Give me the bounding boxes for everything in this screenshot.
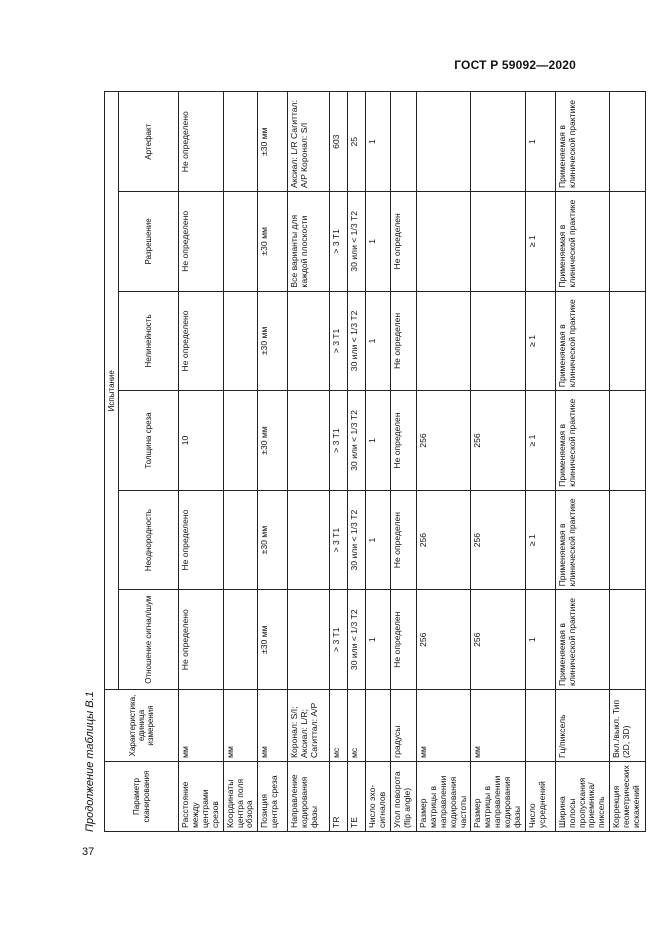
value-cell: Применяемая в клинической практике — [555, 490, 609, 590]
value-cell: Применяемая в клинической практике — [555, 192, 609, 292]
value-cell — [471, 92, 525, 192]
table-continuation-title: Продолжение таблицы В.1 — [84, 691, 96, 832]
table-row — [330, 92, 348, 832]
value-cell: Не определено — [179, 590, 224, 690]
standard-header: ГОСТ Р 59092—2020 — [454, 58, 576, 72]
rotated-content — [84, 92, 641, 832]
table-row — [179, 92, 224, 832]
value-cell: 1 — [366, 291, 391, 391]
table-row — [471, 92, 525, 832]
value-cell: > 3 T1 — [330, 291, 348, 391]
value-cell: ±30 мм — [258, 490, 288, 590]
param-cell: Угол поворота (flip angle) — [391, 762, 417, 832]
rotated-table-area — [84, 92, 641, 832]
value-cell: Аксиал: L/R Сагиттал: A/P Коронал: S/I — [288, 92, 330, 192]
value-cell: Применяемая в клинической практике — [555, 391, 609, 491]
value-cell: Не определен — [391, 192, 417, 292]
value-cell: Все варианты для каждой плоскости — [288, 192, 330, 292]
value-cell: ≥ 1 — [525, 291, 555, 391]
value-cell — [288, 590, 330, 690]
header-test-4: Разрешение — [119, 192, 179, 292]
value-cell — [223, 291, 258, 391]
value-cell: 256 — [471, 391, 525, 491]
value-cell: 603 — [330, 92, 348, 192]
char-cell — [366, 690, 391, 762]
value-cell: Не определен — [391, 490, 417, 590]
value-cell: 1 — [366, 192, 391, 292]
value-cell — [223, 92, 258, 192]
value-cell: ≥ 1 — [525, 391, 555, 491]
table-row — [258, 92, 288, 832]
value-cell — [223, 192, 258, 292]
value-cell: Применяемая в клинической практике — [555, 92, 609, 192]
value-cell — [610, 291, 646, 391]
param-cell: TR — [330, 762, 348, 832]
param-cell: Ширина полосы пропускания приемника/пиксель — [555, 762, 609, 832]
value-cell — [223, 490, 258, 590]
table-row — [348, 92, 366, 832]
param-cell: Расстояние между центрами срезов — [179, 762, 224, 832]
value-cell — [288, 490, 330, 590]
value-cell — [417, 92, 471, 192]
value-cell — [471, 192, 525, 292]
value-cell: Не определен — [391, 590, 417, 690]
value-cell: 1 — [366, 490, 391, 590]
value-cell: 256 — [417, 490, 471, 590]
value-cell: 1 — [366, 590, 391, 690]
param-cell: Размер матрицы в направлении кодирования фазы — [471, 762, 525, 832]
value-cell — [610, 192, 646, 292]
param-cell: Размер матрицы в направлении кодирования частоты — [417, 762, 471, 832]
char-cell — [525, 690, 555, 762]
char-cell: Гц/пиксель — [555, 690, 609, 762]
value-cell — [223, 391, 258, 491]
char-cell: Коронал: S/I; Аксиал: L/R; Сагиттал: A/P — [288, 690, 330, 762]
value-cell: > 3 T1 — [330, 490, 348, 590]
char-cell: мм — [223, 690, 258, 762]
value-cell — [391, 92, 417, 192]
header-test-0: Отношение сигнал/шум — [119, 590, 179, 690]
table-row — [366, 92, 391, 832]
char-cell: мм — [471, 690, 525, 762]
value-cell: 30 или < 1/3 T2 — [348, 291, 366, 391]
value-cell: > 3 T1 — [330, 391, 348, 491]
header-char: Характеристика, единица измерения — [105, 690, 179, 762]
value-cell — [471, 291, 525, 391]
param-cell: Координаты центра поля обзора — [223, 762, 258, 832]
char-cell: мм — [417, 690, 471, 762]
header-test-1: Неоднородность — [119, 490, 179, 590]
char-cell: мм — [179, 690, 224, 762]
value-cell — [417, 291, 471, 391]
value-cell: 30 или < 1/3 T2 — [348, 192, 366, 292]
value-cell: ≥ 1 — [525, 490, 555, 590]
value-cell: 10 — [179, 391, 224, 491]
param-cell: Число усреднений — [525, 762, 555, 832]
table-row — [288, 92, 330, 832]
header-group: Испытание — [105, 92, 119, 690]
value-cell: 30 или < 1/3 T2 — [348, 490, 366, 590]
value-cell: ≥ 1 — [525, 192, 555, 292]
table-row — [610, 92, 646, 832]
char-cell: мс — [330, 690, 348, 762]
value-cell: ±30 мм — [258, 291, 288, 391]
header-test-3: Нелинейность — [119, 291, 179, 391]
value-cell: ±30 мм — [258, 192, 288, 292]
value-cell — [417, 192, 471, 292]
value-cell — [610, 391, 646, 491]
value-cell: Не определено — [179, 92, 224, 192]
value-cell — [223, 590, 258, 690]
value-cell: > 3 T1 — [330, 590, 348, 690]
value-cell — [610, 590, 646, 690]
value-cell: 25 — [348, 92, 366, 192]
table-row — [391, 92, 417, 832]
param-cell: Число эхо-сигналов — [366, 762, 391, 832]
param-cell: TE — [348, 762, 366, 832]
value-cell — [288, 391, 330, 491]
value-cell: > 3 T1 — [330, 192, 348, 292]
value-cell — [288, 291, 330, 391]
header-test-5: Артефакт — [119, 92, 179, 192]
value-cell: 1 — [366, 391, 391, 491]
value-cell: Применяемая в клинической практике — [555, 590, 609, 690]
value-cell: 256 — [417, 590, 471, 690]
table-row — [555, 92, 609, 832]
value-cell: Не определено — [179, 291, 224, 391]
page-number: 37 — [82, 846, 95, 858]
value-cell — [610, 490, 646, 590]
table-row — [223, 92, 258, 832]
param-cell: Направление кодирования фазы — [288, 762, 330, 832]
value-cell: Не определено — [179, 490, 224, 590]
char-cell: мс — [348, 690, 366, 762]
value-cell: Не определено — [179, 192, 224, 292]
value-cell: 256 — [471, 590, 525, 690]
value-cell: 256 — [471, 490, 525, 590]
param-cell: Позиция центра среза — [258, 762, 288, 832]
value-cell: Не определен — [391, 391, 417, 491]
value-cell: Не определен — [391, 291, 417, 391]
param-cell: Коррекция геометрических искажений — [610, 762, 646, 832]
value-cell: 30 или < 1/3 T2 — [348, 590, 366, 690]
value-cell: 1 — [525, 590, 555, 690]
header-test-2: Толщина среза — [119, 391, 179, 491]
value-cell: ±30 мм — [258, 92, 288, 192]
value-cell: 30 или < 1/3 T2 — [348, 391, 366, 491]
value-cell: ±30 мм — [258, 391, 288, 491]
value-cell: ±30 мм — [258, 590, 288, 690]
value-cell: 256 — [417, 391, 471, 491]
header-param: Параметр сканирования — [105, 762, 179, 832]
char-cell: мм — [258, 690, 288, 762]
table-row — [525, 92, 555, 832]
scan-parameters-table — [104, 91, 646, 832]
table-row — [417, 92, 471, 832]
value-cell: Применяемая в клинической практике — [555, 291, 609, 391]
char-cell: Вкл./выкл. Тип (2D, 3D) — [610, 690, 646, 762]
value-cell: 1 — [366, 92, 391, 192]
value-cell: 1 — [525, 92, 555, 192]
char-cell: градусы — [391, 690, 417, 762]
value-cell — [610, 92, 646, 192]
